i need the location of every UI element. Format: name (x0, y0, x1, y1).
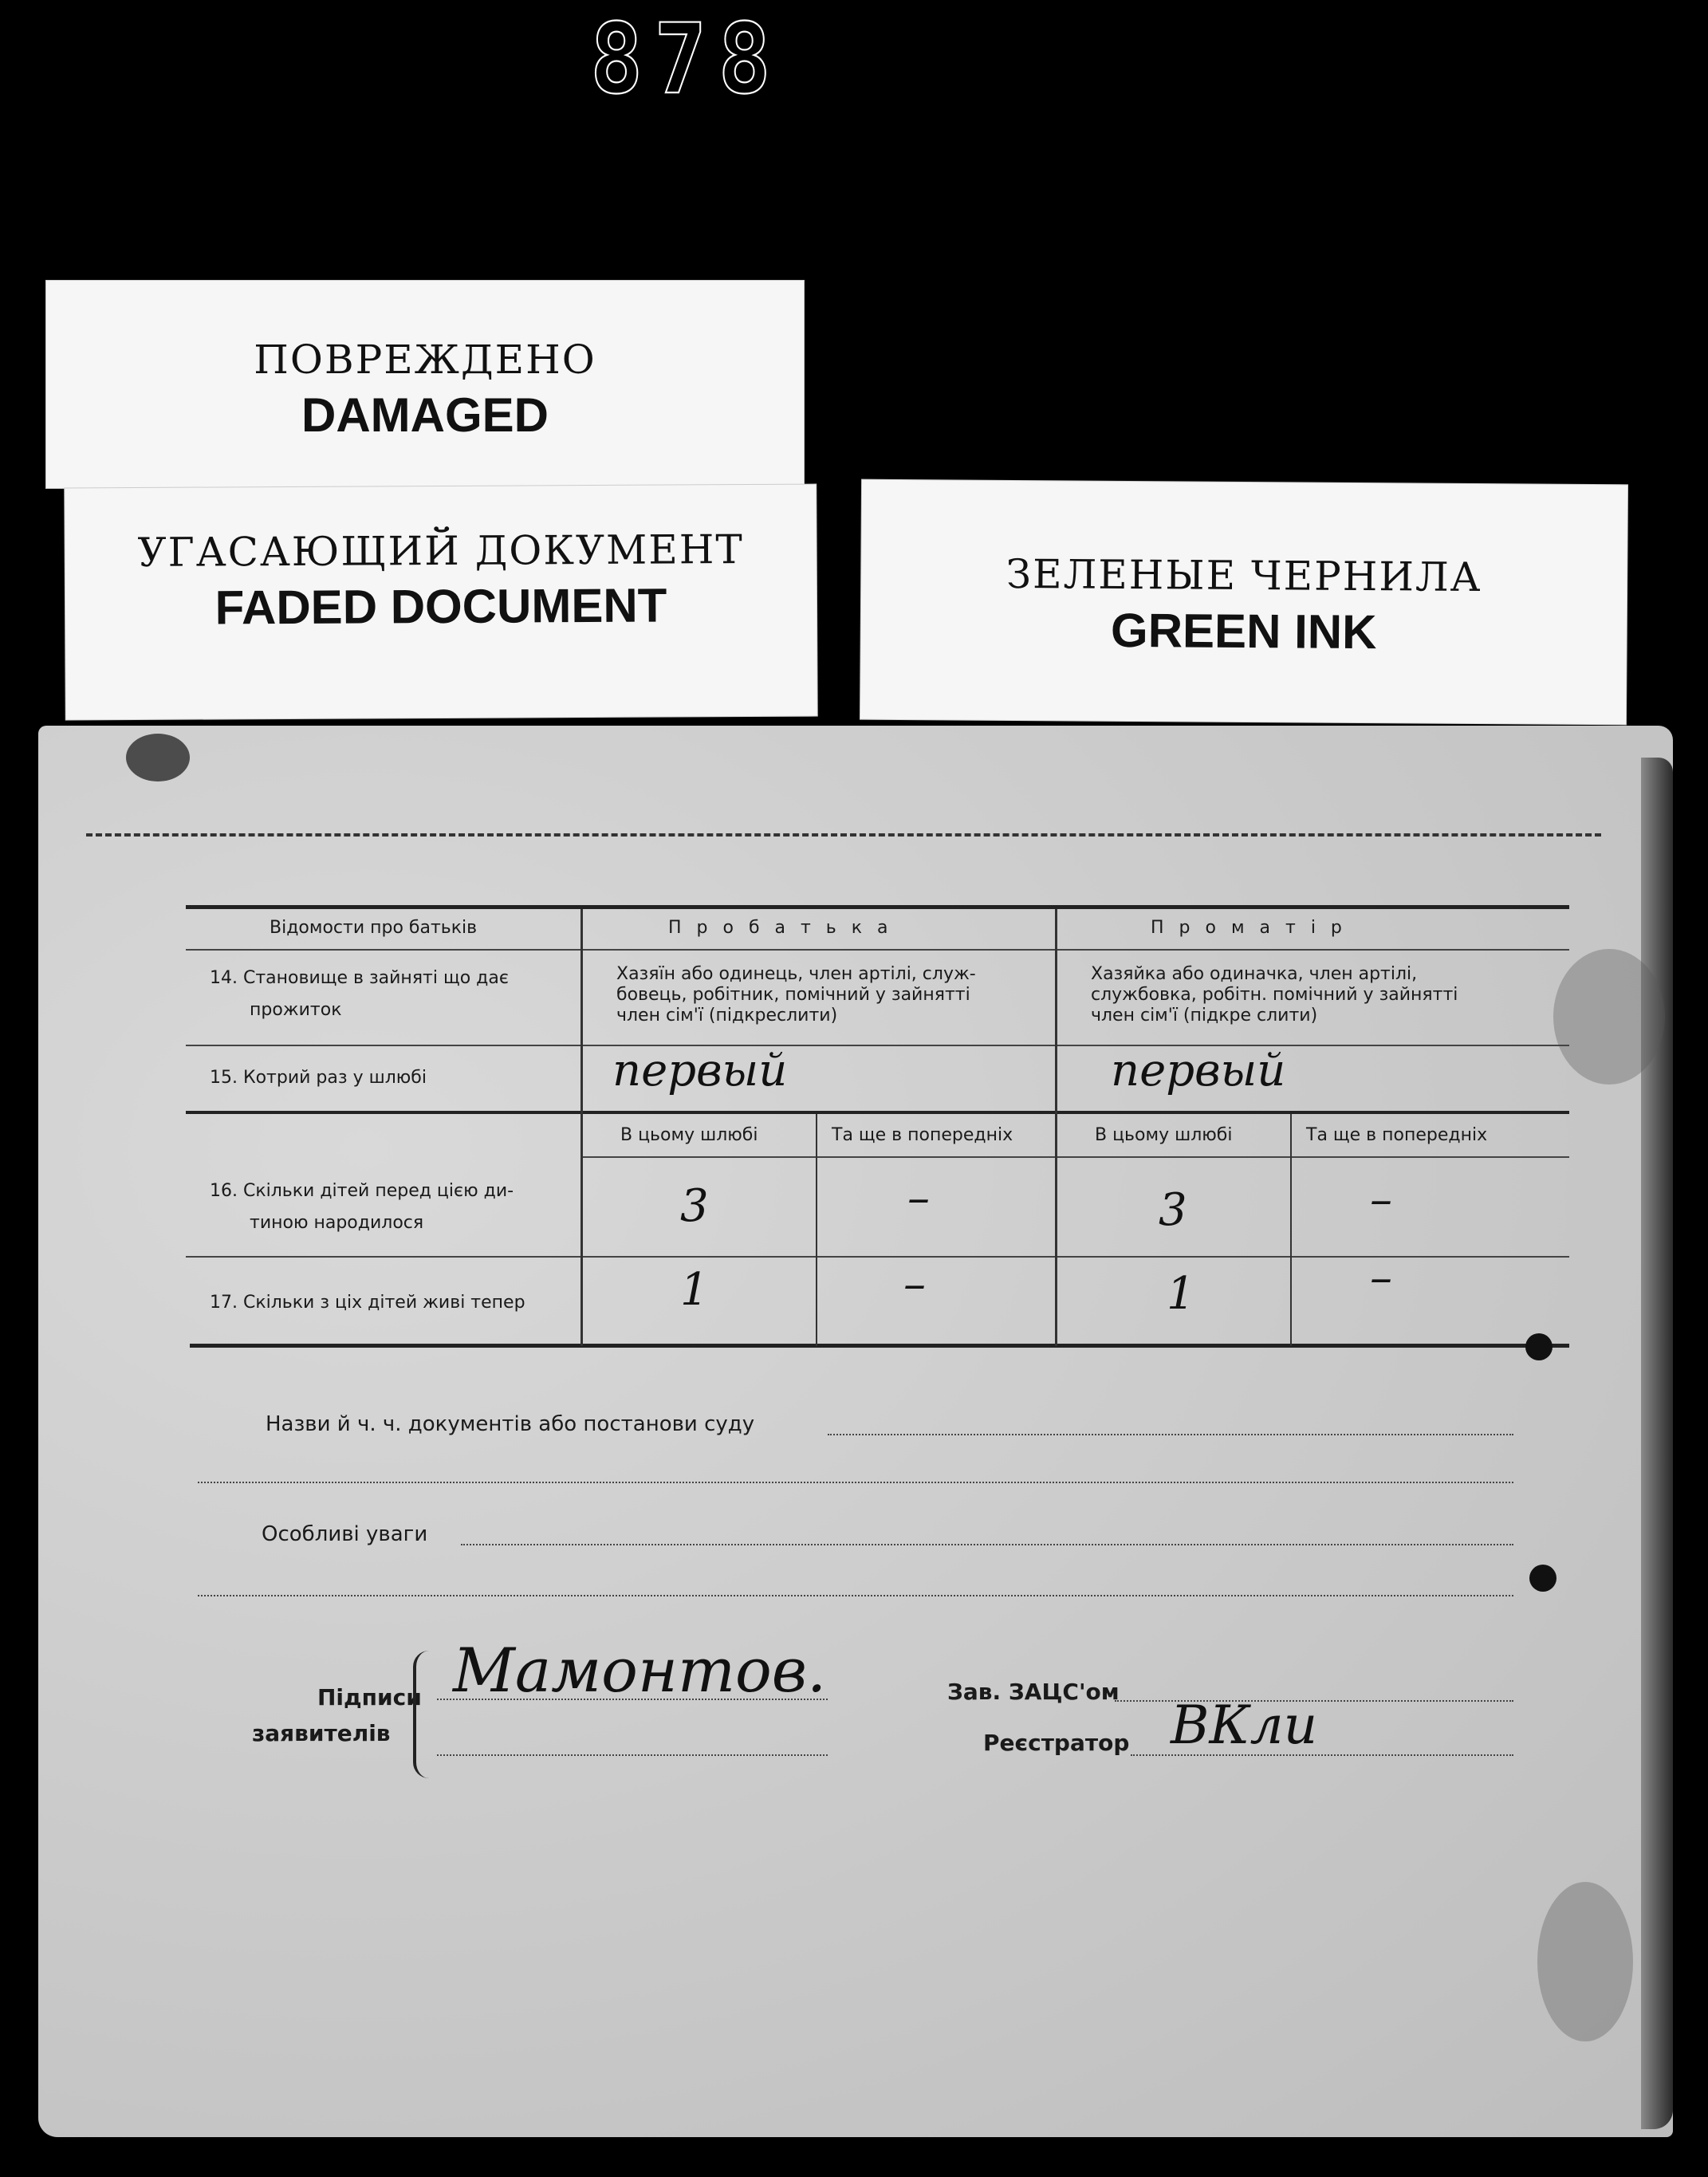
row16-father-this: 3 (680, 1180, 709, 1232)
signatures-label-line2: заявителів (252, 1720, 391, 1746)
row14-father-line2: бовець, робітник, помічний у зайнятті (616, 985, 970, 1005)
row16-label-line1: 16. Скільки дітей перед цією ди- (210, 1181, 514, 1201)
row14-mother-line3: член сім'ї (підкре слити) (1091, 1006, 1318, 1026)
ink-stain (126, 734, 190, 781)
faded-document-label (65, 485, 817, 720)
header-parents-info: Відомости про батьків (270, 918, 478, 938)
water-stain (1553, 949, 1665, 1085)
row14-label-line2: прожиток (250, 1000, 342, 1020)
form-sheet (38, 726, 1673, 2137)
signature-line-1 (437, 1699, 828, 1700)
damaged-label (46, 281, 804, 488)
documents-line-2 (198, 1482, 1513, 1483)
applicant-signature: Мамонтов. (453, 1635, 827, 1706)
binding-hole (1525, 1333, 1553, 1360)
faded-label-ru: УГАСАЮЩИЙ ДОКУМЕНТ (137, 526, 744, 576)
frame-number: 878 (590, 2, 782, 116)
remarks-line (461, 1544, 1513, 1545)
signatures-label-line1: Підписи (317, 1684, 422, 1711)
perforation-line (86, 833, 1601, 837)
row16-mother-prev: – (1370, 1174, 1392, 1226)
subheader-mother-prev: Та ще в попередніх (1306, 1125, 1488, 1145)
registrar-signature: ВКли (1171, 1695, 1318, 1756)
row17-father-this: 1 (680, 1264, 709, 1316)
head-label: Зав. ЗАЦС'ом (947, 1679, 1120, 1705)
col-divider-2 (1055, 909, 1057, 1346)
sheet-edge-shadow (1641, 758, 1673, 2129)
row16-father-prev: – (907, 1172, 930, 1224)
row17-label: 17. Скільки з ціх дітей живі тепер (210, 1293, 525, 1313)
water-stain (1537, 1882, 1633, 2041)
header-mother: П р о м а т і р (1151, 918, 1347, 938)
table-bottom-rule (190, 1344, 1569, 1348)
damaged-label-en: DAMAGED (301, 388, 549, 442)
col-divider-father-sub (816, 1114, 817, 1346)
col-divider-mother-sub (1290, 1114, 1292, 1346)
header-bottom-rule (186, 949, 1569, 951)
row16-label-line2: тиною народилося (250, 1213, 424, 1233)
documents-label: Назви й ч. ч. документів або постанови суду (266, 1412, 755, 1436)
row17-father-prev: – (903, 1258, 926, 1310)
row14-bottom-rule (186, 1045, 1569, 1046)
col-divider-1 (580, 909, 583, 1346)
remarks-line-2 (198, 1595, 1513, 1596)
table-top-rule (186, 905, 1569, 909)
header-father: П р о б а т ь к а (668, 918, 893, 938)
documents-line (828, 1434, 1513, 1435)
registrar-label: Реєстратор (983, 1730, 1130, 1756)
row14-label-line1: 14. Становище в зайняті що дає (210, 968, 509, 988)
row15-bottom-rule (186, 1111, 1569, 1114)
signatures-brace (413, 1651, 432, 1778)
row15-father-value: первый (612, 1045, 788, 1096)
green-ink-label (860, 480, 1627, 725)
row14-father-line1: Хазяїн або одинець, член артілі, служ- (616, 964, 976, 984)
subheader-mother-this: В цьому шлюбі (1095, 1125, 1233, 1145)
row16-mother-this: 3 (1159, 1184, 1187, 1236)
subheader-bottom-rule (580, 1156, 1569, 1158)
faded-label-en: FADED DOCUMENT (214, 578, 667, 635)
signature-line-2 (437, 1754, 828, 1756)
row14-mother-line2: службовка, робітн. помічний у зайнятті (1091, 985, 1458, 1005)
subheader-father-prev: Та ще в попередніх (832, 1125, 1013, 1145)
row16-bottom-rule (186, 1256, 1569, 1258)
row17-mother-prev: – (1370, 1252, 1392, 1304)
subheader-father-this: В цьому шлюбі (620, 1125, 758, 1145)
row14-mother-line1: Хазяйка або одиначка, член артілі, (1091, 964, 1418, 984)
binding-hole (1529, 1565, 1556, 1592)
green-label-ru: ЗЕЛЕНЫЕ ЧЕРНИЛА (1006, 550, 1482, 601)
row15-mother-value: первый (1111, 1045, 1286, 1096)
row14-father-line3: член сім'ї (підкреслити) (616, 1006, 838, 1026)
remarks-label: Особливі уваги (262, 1522, 428, 1546)
green-label-en: GREEN INK (1110, 603, 1377, 659)
row15-label: 15. Котрий раз у шлюбі (210, 1068, 427, 1088)
row17-mother-this: 1 (1167, 1268, 1195, 1320)
damaged-label-ru: ПОВРЕЖДЕНО (254, 337, 596, 383)
